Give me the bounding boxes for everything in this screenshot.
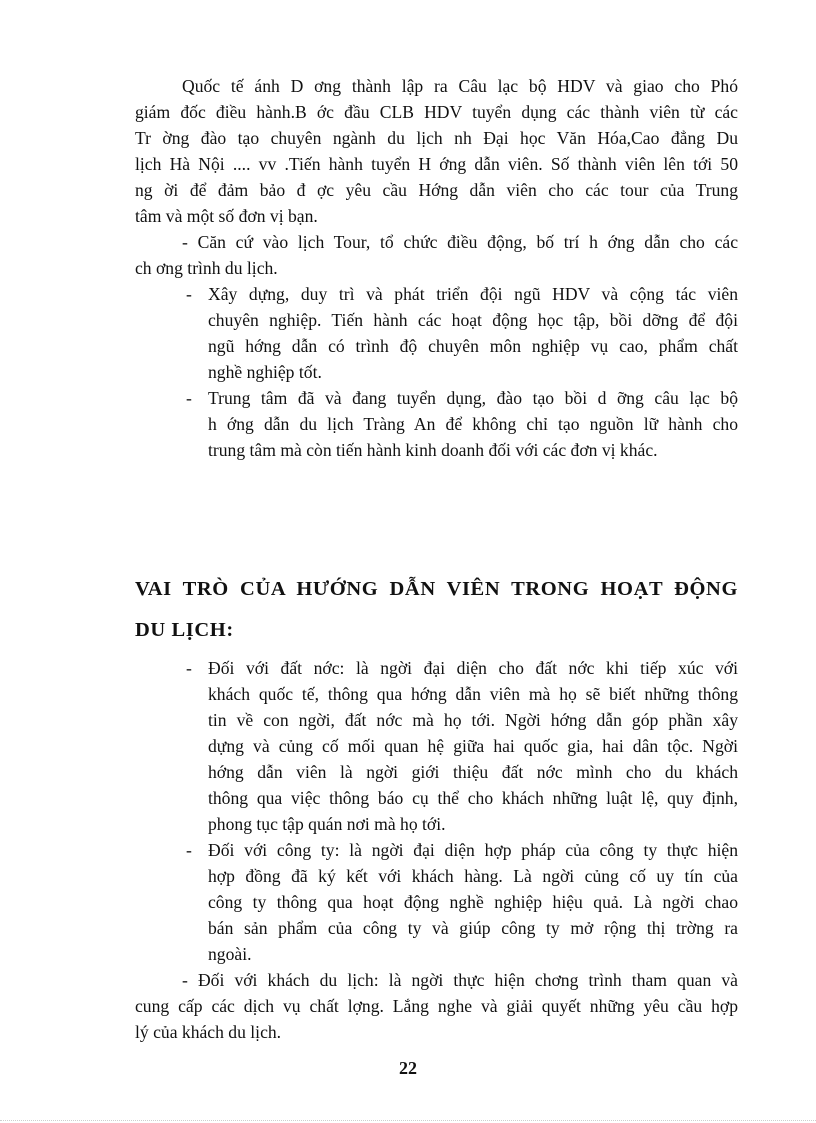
list-item-line: khách quốc tế, thông qua hớng dẫn viên mà họ sẽ biết những thông <box>208 684 738 704</box>
list-item-line: trung tâm mà còn tiến hành kinh doanh đối với các đơn vị khác. <box>208 440 658 460</box>
list-item-line: công ty thông qua hoạt động nghề nghiệp hiệu quả. Là ngời chao <box>208 892 738 912</box>
para1-line: tâm và một số đơn vị bạn. <box>135 206 318 226</box>
page-number: 22 <box>399 1058 417 1078</box>
list-item-line: ngoài. <box>208 944 252 964</box>
bullet-marker: - <box>186 284 192 304</box>
para1-line: lịch Hà Nội .... vv .Tiến hành tuyển H ớng dẫn viên. Số thành viên lên tới 50 <box>135 154 738 174</box>
para1-line: Quốc tế ánh D ơng thành lập ra Câu lạc bộ HDV và giao cho Phó <box>182 76 738 96</box>
bullet-marker: - <box>186 658 192 678</box>
list-item-line: tin về con ngời, đất nớc mà họ tới. Ngời hớng dẫn góp phần xây <box>208 710 738 730</box>
page-bottom-border <box>0 1120 816 1121</box>
list-item-line: h ớng dẫn du lịch Tràng An để không chỉ tạo nguồn lữ hành cho <box>208 414 738 434</box>
list-item-line: nghề nghiệp tốt. <box>208 362 322 382</box>
list-item-line: Đối với công ty: là ngời đại diện hợp pháp của công ty thực hiện <box>208 840 738 860</box>
section-heading-cont: DU LỊCH: <box>135 619 234 641</box>
list-item-line: chuyên nghiệp. Tiến hành các hoạt động học tập, bồi dỡng để đội <box>208 310 738 330</box>
list-item-line: phong tục tập quán nơi mà họ tới. <box>208 814 446 834</box>
list-item-line: Đối với đất nớc: là ngời đại diện cho đất nớc khi tiếp xúc với <box>208 658 738 678</box>
para1-line: giám đốc điều hành.B ớc đầu CLB HDV tuyển dụng các thành viên từ các <box>135 102 738 122</box>
para3-line: lý của khách du lịch. <box>135 1022 282 1042</box>
list-item-line: bán sản phẩm của công ty và giúp công ty mở rộng thị trờng ra <box>208 918 738 938</box>
para2-line: ch ơng trình du lịch. <box>135 258 278 278</box>
list-item-line: Xây dựng, duy trì và phát triển đội ngũ HDV và cộng tác viên <box>208 284 738 304</box>
para1-line: ng ời để đảm bảo đ ợc yêu cầu Hớng dẫn viên cho các tour của Trung <box>135 180 738 200</box>
list-item-line: hớng dẫn viên là ngời giới thiệu đất nớc mình cho du khách <box>208 762 738 782</box>
bullet-marker: - <box>186 388 192 408</box>
list-item-line: hợp đồng đã ký kết với khách hàng. Là ngời củng cố uy tín của <box>208 866 738 886</box>
list-item-line: Trung tâm đã và đang tuyển dụng, đào tạo bồi d ỡng câu lạc bộ <box>208 388 738 408</box>
para2-line: - Căn cứ vào lịch Tour, tổ chức điều động, bố trí h ớng dẫn cho các <box>182 232 738 252</box>
para1-line: Tr ờng đào tạo chuyên ngành du lịch nh Đại học Văn Hóa,Cao đẳng Du <box>135 128 738 148</box>
list-item-line: dựng và củng cố mối quan hệ giữa hai quốc gia, hai dân tộc. Ngời <box>208 736 738 756</box>
section-heading: VAI TRÒ CỦA HƯỚNG DẪN VIÊN TRONG HOẠT ĐỘNG <box>135 578 738 600</box>
list-item-line: ngũ hớng dẫn có trình độ chuyên môn nghiệp vụ cao, phẩm chất <box>208 336 738 356</box>
para3-line: - Đối với khách du lịch: là ngời thực hiện chơng trình tham quan và <box>182 970 738 990</box>
list-item-line: thông qua việc thông báo cụ thể cho khách những luật lệ, quy định, <box>208 788 738 808</box>
bullet-marker: - <box>186 840 192 860</box>
para3-line: cung cấp các dịch vụ chất lợng. Lắng nghe và giải quyết những yêu cầu hợp <box>135 996 738 1016</box>
